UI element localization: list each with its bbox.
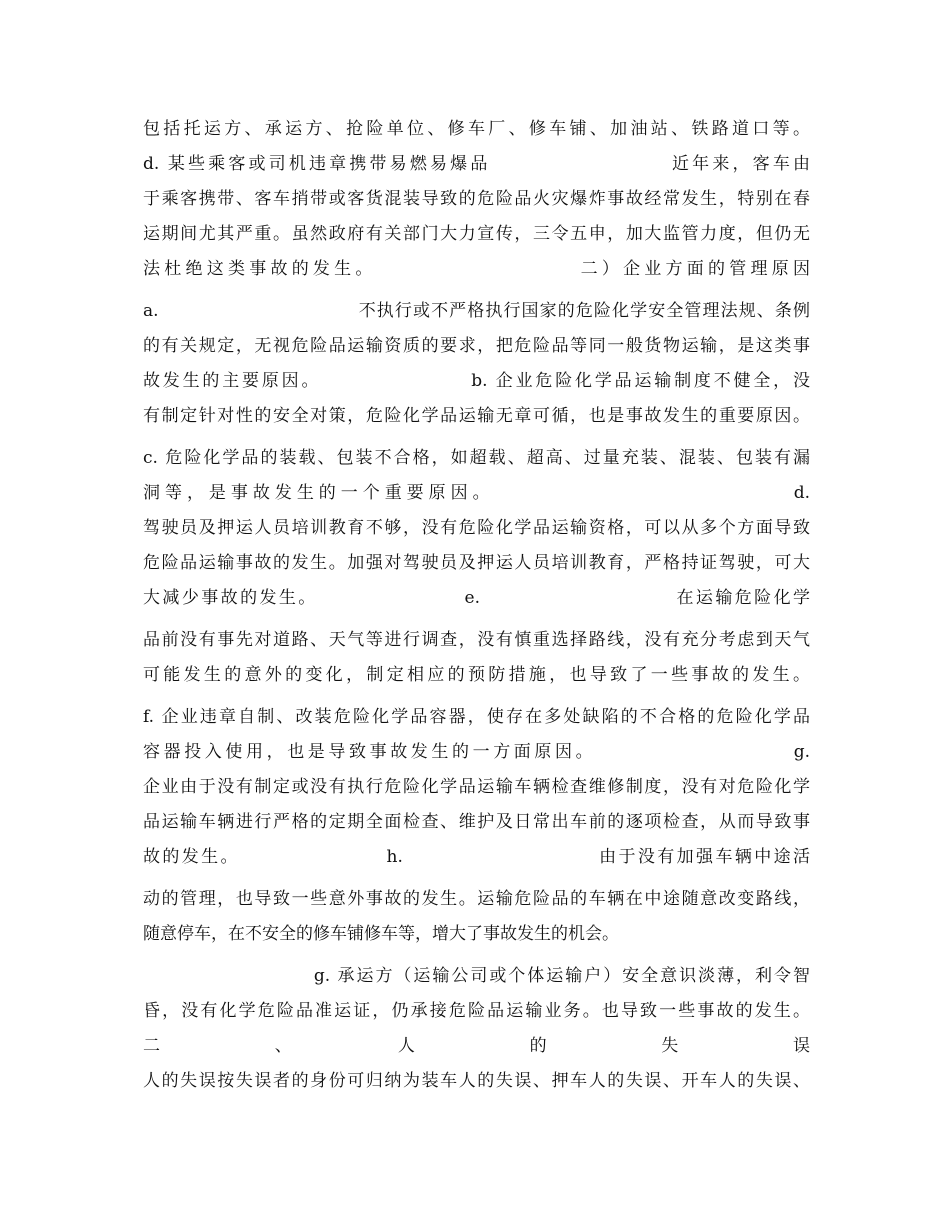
text-line: 故发生的主要原因。 b. 企业危险化学品运输制度不健全，没 xyxy=(143,371,810,391)
text-line: 有制定针对性的安全对策，危险化学品运输无章可循，也是事故发生的重要原因。 xyxy=(143,406,810,426)
text-line: 容器投入使用，也是导致事故发生的一方面原因。 g. xyxy=(143,742,810,762)
text-line: 的有关规定，无视危险品运输资质的要求，把危险品等同一般货物运输，是这类事 xyxy=(143,336,810,356)
text-line: 动的管理，也导致一些意外事故的发生。运输危险品的车辆在中途随意改变路线， xyxy=(143,889,810,909)
text-line: 法杜绝这类事故的发生。 二）企业方面的管理原因 xyxy=(143,259,810,279)
text-line: c. 危险化学品的装载、包装不合格，如超载、超高、过量充装、混装、包装有漏 xyxy=(143,448,810,468)
section-heading: 二 、 人 的 失 误 xyxy=(143,1036,810,1056)
text-line: 可能发生的意外的变化，制定相应的预防措施，也导致了一些事故的发生。 xyxy=(143,665,810,685)
text-line: 于乘客携带、客车捎带或客货混装导致的危险品火灾爆炸事故经常发生，特别在春 xyxy=(143,189,810,209)
text-line: 包括托运方、承运方、抢险单位、修车厂、修车铺、加油站、铁路道口等。 xyxy=(143,119,810,139)
text-line: 人的失误按失误者的身份可归纳为装车人的失误、押车人的失误、开车人的失误、 xyxy=(143,1071,810,1091)
text-line: 随意停车，在不安全的修车铺修车等，增大了事故发生的机会。 xyxy=(143,924,619,944)
text-line: 洞等，是事故发生的一个重要原因。 d. xyxy=(143,483,810,503)
text-line: 危险品运输事故的发生。加强对驾驶员及押运人员培训教育，严格持证驾驶，可大 xyxy=(143,553,810,573)
text-line: g. 承运方（运输公司或个体运输户）安全意识淡薄，利令智 xyxy=(143,966,810,986)
text-line: 驾驶员及押运人员培训教育不够，没有危险化学品运输资格，可以从多个方面导致 xyxy=(143,518,810,538)
text-line: 昏，没有化学危险品准运证，仍承接危险品运输业务。也导致一些事故的发生。 xyxy=(143,1001,810,1021)
text-line: 运期间尤其严重。虽然政府有关部门大力宣传，三令五申，加大监管力度，但仍无 xyxy=(143,224,810,244)
text-line: f. 企业违章自制、改装危险化学品容器，使存在多处缺陷的不合格的危险化学品 xyxy=(143,707,810,727)
text-line: d. 某些乘客或司机违章携带易燃易爆品 近年来，客车由 xyxy=(143,154,810,174)
text-line: 品前没有事先对道路、天气等进行调查，没有慎重选择路线，没有充分考虑到天气 xyxy=(143,630,810,650)
text-line: 大减少事故的发生。 e. 在运输危险化学 xyxy=(143,588,810,608)
text-line: 故的发生。 h. 由于没有加强车辆中途活 xyxy=(143,847,810,867)
text-line: a. 不执行或不严格执行国家的危险化学安全管理法规、条例 xyxy=(143,301,810,321)
text-line: 品运输车辆进行严格的定期全面检查、维护及日常出车前的逐项检查，从而导致事 xyxy=(143,812,810,832)
text-line: 企业由于没有制定或没有执行危险化学品运输车辆检查维修制度，没有对危险化学 xyxy=(143,777,810,797)
